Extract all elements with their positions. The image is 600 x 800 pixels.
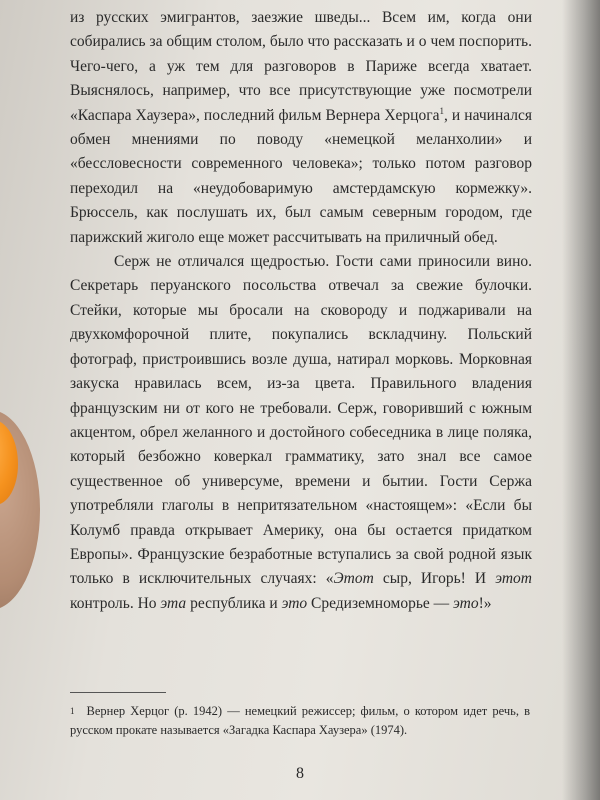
body-text	[70, 6, 532, 616]
paragraph-1	[70, 6, 532, 250]
paragraph-2-emphasis-5: это	[453, 594, 479, 612]
paragraph-1-text-b: , и начинался обмен мнениями по поводу «немецкой меланхолии» и «бессловесности современного человека»; только потом разговор переходил на «неудобоваримую амстердамскую кормежку». Брюссель, как послушать их, был самым северным городом, где парижский жиголо еще может рассчитывать на приличный обед.	[70, 106, 532, 246]
paragraph-2-emphasis-1: Этот	[333, 570, 374, 588]
paragraph-2-emphasis-4: это	[281, 594, 308, 612]
paragraph-2-text-a: Серж не отличался щедростью. Гости сами приносили вино. Секретарь перуанского посольства отвечал за свежие булочки. Стейки, которые мы бросали на сковороду и поджаривали на двухкомфорочной плите, покупались вскладчину. Польский фотограф, пристроившись возле душа, натирал морковь. Морковная закуска нравилась всем, из-за цвета. Правильного владения французским ни от кого не требовали. Серж, говоривший с южным акцентом, обрел желанного и достойного собеседника в лице поляка, который безбожно коверкал грамматику, зато знал все самое существенное об универсуме, времени и бытии. Гости Сержа употребляли глаголы в непритязательном «настоящем»: «Если бы Колумб правда открывает Америку, она бы остается придатком Европы». Французские безработные вступались за свой родной язык только в исключительных случаях: «	[70, 253, 532, 588]
footnote-text: Вернер Херцог (р. 1942) — немецкий режиссер; фильм, о котором идет речь, в русском прокате называется «Загадка Каспара Хаузера» (1974).	[70, 704, 530, 737]
paragraph-2-text-b: сыр, Игорь! И	[373, 570, 496, 588]
footnote-divider	[70, 692, 166, 693]
footnote-reference[interactable]: 1	[439, 105, 444, 116]
paragraph-2-text-f: !»	[478, 594, 492, 612]
paragraph-2-text-d: республика и	[186, 594, 282, 612]
paragraph-2-emphasis-2: этот	[495, 570, 532, 588]
paragraph-2-text-c: контроль. Но	[70, 594, 161, 612]
footnote-mark: 1	[70, 706, 75, 716]
footnote	[70, 702, 530, 739]
paragraph-2	[70, 250, 532, 616]
page-number: 8	[296, 765, 304, 782]
paragraph-2-text-e: Средиземноморье —	[307, 594, 454, 612]
paragraph-1-text-a: из русских эмигрантов, заезжие шведы... Всем им, когда они собирались за общим столом, было что рассказать и о чем поспорить. Чего-чего, а уж тем для разговоров в Париже всегда хватает. Выяснялось, например, что все присутствующие уже посмотрели «Каспара Хаузера», последний фильм Вернера Херцога	[70, 9, 532, 124]
paragraph-2-emphasis-3: эта	[160, 594, 187, 612]
page-edge-shadow	[562, 0, 600, 800]
